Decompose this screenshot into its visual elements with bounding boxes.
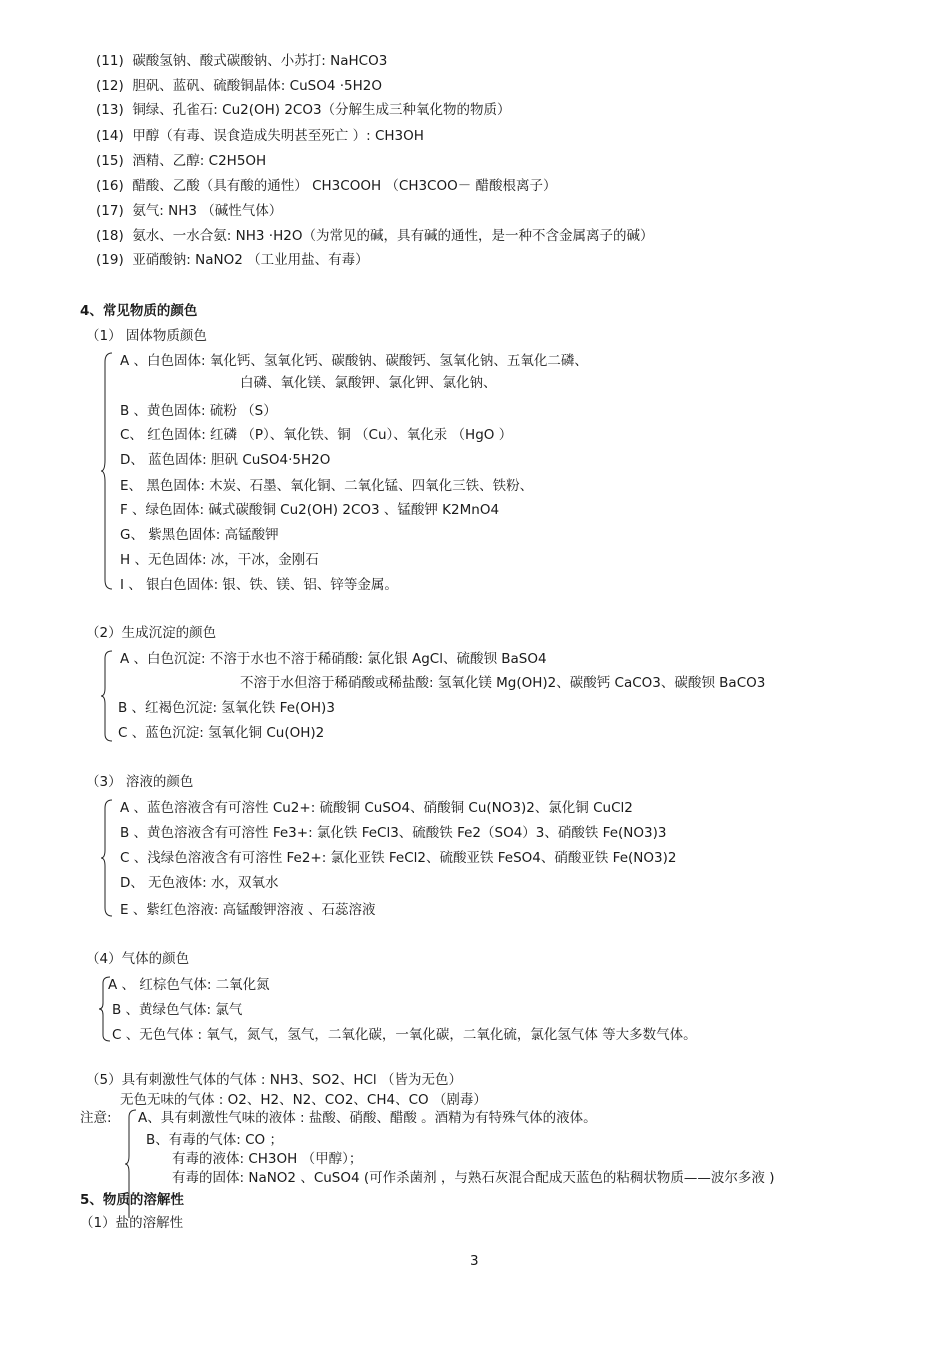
- note-item: A、具有刺激性气味的液体 : 盐酸、硝酸、醋酸 。酒精为有特殊气体的液体。: [138, 1110, 597, 1126]
- gas-item: A 、 红棕色气体: 二氧化氮: [108, 977, 270, 993]
- note-item: 有毒的固体: NaNO2 、CuSO4 (可作杀菌剂 ，与熟石灰混合配成天蓝色的粘稠状物质——波尔多液 ): [172, 1170, 775, 1186]
- formula-row: [96, 227, 653, 245]
- formula-number: (12): [96, 78, 124, 94]
- formula-row: [96, 202, 282, 220]
- formula-text: 亚硝酸钠: NaNO2 （工业用盐、有毒）: [132, 252, 369, 268]
- formula-number: (13): [96, 102, 124, 118]
- formula-row: [96, 101, 511, 119]
- formula-row: [96, 77, 382, 95]
- solution-item: C 、浅绿色溶液含有可溶性 Fe2+: 氯化亚铁 FeCl2、硫酸亚铁 FeSO4、硝酸亚铁 Fe(NO3)2: [120, 850, 677, 866]
- formula-number: (19): [96, 252, 124, 268]
- formula-text: 碳酸氢钠、酸式碳酸钠、小苏打: NaHCO3: [132, 53, 388, 69]
- formula-row: [96, 251, 369, 269]
- solid-color-item: G、 紫黑色固体: 高锰酸钾: [120, 527, 279, 543]
- gas-item: C 、无色气体 : 氧气，氮气，氢气，二氧化碳，一氧化碳，二氧化硫，氯化氢气体 等大多数气体。: [112, 1027, 697, 1043]
- formula-text: 铜绿、孔雀石: Cu2(OH) 2CO3（分解生成三种氧化物的物质）: [132, 102, 511, 118]
- subsection-title: （2）生成沉淀的颜色: [86, 625, 217, 641]
- subsection-title: （4）气体的颜色: [86, 951, 190, 967]
- brace-left: [100, 352, 114, 590]
- solid-color-item: B 、黄色固体: 硫粉 （S）: [120, 403, 277, 419]
- precipitate-item: A 、白色沉淀: 不溶于水也不溶于稀硝酸: 氯化银 AgCl、硫酸钡 BaSO4: [120, 651, 547, 667]
- gas-item: B 、黄绿色气体: 氯气: [112, 1002, 243, 1018]
- solution-item: A 、蓝色溶液含有可溶性 Cu2+: 硫酸铜 CuSO4、硝酸铜 Cu(NO3)2、氯化铜 CuCl2: [120, 800, 633, 816]
- formula-text: 酒精、乙醇: C2H5OH: [132, 153, 267, 169]
- subsection-title: （3） 溶液的颜色: [86, 774, 194, 790]
- formula-row: [96, 177, 557, 195]
- odorless-gases: 无色无味的气体 : O2、H2、N2、CO2、CH4、CO （剧毒）: [120, 1092, 487, 1108]
- solid-color-item: 白磷、氧化镁、氯酸钾、氯化钾、氯化钠、: [240, 375, 497, 391]
- solid-color-item: I 、 银白色固体: 银、铁、镁、铝、锌等金属。: [120, 577, 398, 593]
- formula-text: 氨水、一水合氨: NH3 ·H2O（为常见的碱，具有碱的通性，是一种不含金属离子的碱）: [132, 228, 654, 244]
- solid-color-item: H 、无色固体: 冰，干冰，金刚石: [120, 552, 319, 568]
- formula-row: [96, 127, 424, 145]
- brace-left: [100, 650, 114, 742]
- formula-number: (16): [96, 178, 124, 194]
- formula-text: 醋酸、乙酸（具有酸的通性） CH3COOH （CH3COO－ 醋酸根离子）: [132, 178, 557, 194]
- formula-text: 甲醇（有毒、误食造成失明甚至死亡 ）: CH3OH: [132, 128, 424, 144]
- solution-item: E 、紫红色溶液: 高锰酸钾溶液 、石蕊溶液: [120, 902, 376, 918]
- solid-color-item: C、 红色固体: 红磷 （P）、氧化铁、铜 （Cu）、氧化汞 （HgO ）: [120, 427, 513, 443]
- section-title: 5、物质的溶解性: [80, 1192, 184, 1208]
- formula-text: 胆矾、蓝矾、硫酸铜晶体: CuSO4 ·5H2O: [132, 78, 382, 94]
- formula-number: (14): [96, 128, 124, 144]
- brace-left: [100, 799, 114, 917]
- precipitate-item: C 、蓝色沉淀: 氢氧化铜 Cu(OH)2: [118, 725, 325, 741]
- solution-item: B 、黄色溶液含有可溶性 Fe3+: 氯化铁 FeCl3、硫酸铁 Fe2（SO4）3、硝酸铁 Fe(NO3)3: [120, 825, 667, 841]
- formula-row: [96, 52, 387, 70]
- note-item: 有毒的液体: CH3OH （甲醇）；: [172, 1151, 363, 1167]
- page-number: 3: [470, 1253, 479, 1269]
- section-title: 4、常见物质的颜色: [80, 303, 198, 319]
- subsection-title: （1）盐的溶解性: [80, 1215, 184, 1231]
- solid-color-item: A 、白色固体: 氧化钙、氢氧化钙、碳酸钠、碳酸钙、氢氧化钠、五氧化二磷、: [120, 353, 588, 369]
- note-item: B、有毒的气体: CO ；: [146, 1132, 283, 1148]
- formula-number: (15): [96, 153, 124, 169]
- solid-color-item: D、 蓝色固体: 胆矾 CuSO4·5H2O: [120, 452, 331, 468]
- solid-color-item: F 、绿色固体: 碱式碳酸铜 Cu2(OH) 2CO3 、锰酸钾 K2MnO4: [120, 502, 500, 518]
- formula-number: (18): [96, 228, 124, 244]
- formula-row: [96, 152, 266, 170]
- subsection-title: （5）具有刺激性气体的气体 : NH3、SO2、HCl （皆为无色）: [86, 1072, 462, 1088]
- formula-number: (11): [96, 53, 124, 69]
- formula-text: 氨气: NH3 （碱性气体）: [132, 203, 283, 219]
- subsection-title: （1） 固体物质颜色: [86, 328, 207, 344]
- note-label: 注意:: [80, 1110, 112, 1126]
- solid-color-item: E、 黑色固体: 木炭、石墨、氧化铜、二氧化锰、四氧化三铁、铁粉、: [120, 478, 534, 494]
- precipitate-item: 不溶于水但溶于稀硝酸或稀盐酸: 氢氧化镁 Mg(OH)2、碳酸钙 CaCO3、碳酸钡 BaCO3: [240, 675, 766, 691]
- formula-number: (17): [96, 203, 124, 219]
- solution-item: D、 无色液体: 水，双氧水: [120, 875, 279, 891]
- precipitate-item: B 、红褐色沉淀: 氢氧化铁 Fe(OH)3: [118, 700, 335, 716]
